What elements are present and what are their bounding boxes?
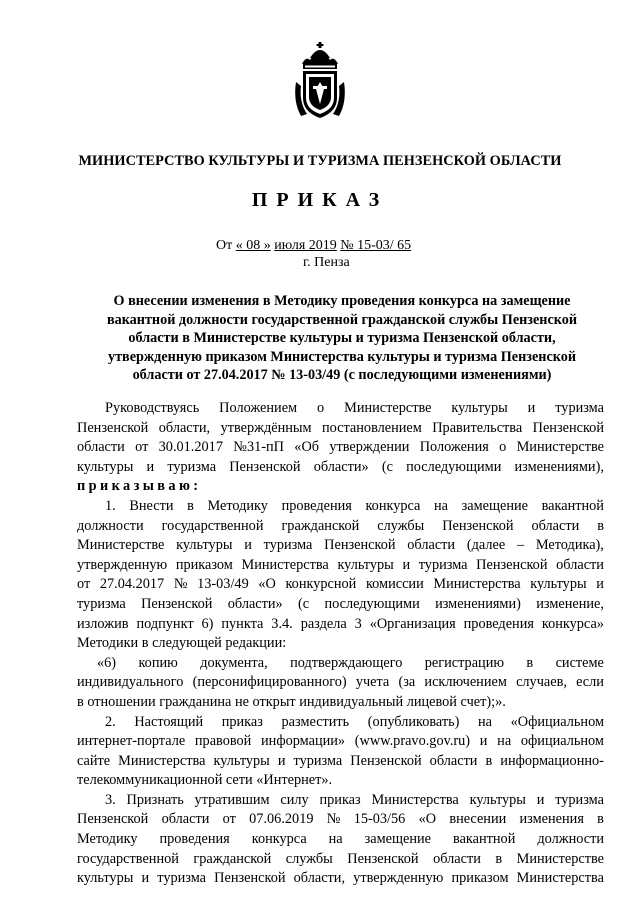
quote-line: в отношении гражданина не открыт индивидуальный лицевой счет);». xyxy=(77,693,506,710)
paragraph-line: сайте Министерства культуры и туризма Пензенской области в информационно- xyxy=(77,752,604,769)
paragraph-line: утвержденную приказом Министерства культуры и туризма Пензенской области xyxy=(77,556,604,573)
ministry-name: МИНИСТЕРСТВО КУЛЬТУРЫ И ТУРИЗМА ПЕНЗЕНСКОЙ ОБЛАСТИ xyxy=(78,153,562,169)
paragraph-line: Методики в следующей редакции: xyxy=(77,635,287,652)
order-subject xyxy=(82,292,602,385)
quote-line: индивидуального (персонифицированного) учета (за исключением случаев, если xyxy=(77,674,604,691)
order-word: приказываю: xyxy=(77,478,202,495)
paragraph-line: туризма Пензенской области» (с последующими изменениями) изменение, xyxy=(77,595,604,612)
paragraph-line: культуры и туризма Пензенской области» (с последующими изменениями), xyxy=(77,458,604,475)
date-day: « 08 » xyxy=(235,238,271,253)
paragraph-line: Пензенской области от 07.06.2019 № 15-03/56 «О внесении изменения в xyxy=(77,811,604,828)
paragraph-line: Министерстве культуры и туризма Пензенской области (далее – Методика), xyxy=(77,537,604,554)
order-date-number xyxy=(216,238,411,254)
city-name: г. Пенза xyxy=(303,255,350,270)
paragraph-line: Методику проведения конкурса на замещение вакантной должности xyxy=(77,831,604,848)
paragraph-line: 3. Признать утратившим силу приказ Министерства культуры и туризма xyxy=(105,791,604,808)
coat-of-arms-emblem xyxy=(293,42,347,120)
paragraph-line: культуры и туризма Пензенской области, утвержденную приказом Министерства xyxy=(77,870,604,887)
paragraph-line: Руководствуясь Положением о Министерстве культуры и туризма xyxy=(105,400,604,416)
paragraph-line: области от 30.01.2017 №31-пП «Об утверждении Положения о Министерстве xyxy=(77,439,604,456)
order-body xyxy=(77,399,604,889)
subject-line: О внесении изменения в Методику проведения конкурса на замещение xyxy=(113,293,571,309)
date-month-year: июля 2019 xyxy=(274,238,337,253)
subject-line: утвержденную приказом Министерства культуры и туризма Пензенской xyxy=(107,348,576,365)
paragraph-line: от 27.04.2017 № 13-03/49 «О конкурсной комиссии Министерства культуры и xyxy=(77,576,604,593)
document-type-title: ПРИКАЗ xyxy=(251,189,389,211)
subject-line: вакантной должности государственной гражданской службы Пензенской xyxy=(106,311,578,328)
order-number: № 15-03/ 65 xyxy=(340,238,412,253)
paragraph-line: 2. Настоящий приказ разместить (опубликовать) на «Официальном xyxy=(105,713,604,730)
quote-line: «6) копию документа, подтверждающего регистрацию в системе xyxy=(97,654,604,671)
paragraph-line: государственной гражданской службы Пензенской области в Министерстве xyxy=(77,850,604,867)
paragraph-line: 1. Внести в Методику проведения конкурса на замещение вакантной xyxy=(105,497,604,514)
paragraph-line: телекоммуникационной сети «Интернет». xyxy=(77,772,333,789)
order-word-line xyxy=(77,477,604,497)
paragraph-line: интернет-портале правовой информации» (www.pravo.gov.ru) и на официальном xyxy=(77,733,604,750)
subject-line: области в Министерстве культуры и туризма Пензенской области, xyxy=(128,330,556,347)
paragraph-line: изложив подпункт 6) пункта 3.4. раздела 3 «Организация проведения конкурса» xyxy=(77,615,604,632)
paragraph-line: должности государственной гражданской службы Пензенской области в xyxy=(77,517,604,534)
date-prefix: От xyxy=(216,238,233,253)
paragraph-line: Пензенской области, утверждённым постановлением Правительства Пензенской xyxy=(77,419,604,436)
subject-line: области от 27.04.2017 № 13-03/49 (с последующими изменениями) xyxy=(132,367,552,384)
